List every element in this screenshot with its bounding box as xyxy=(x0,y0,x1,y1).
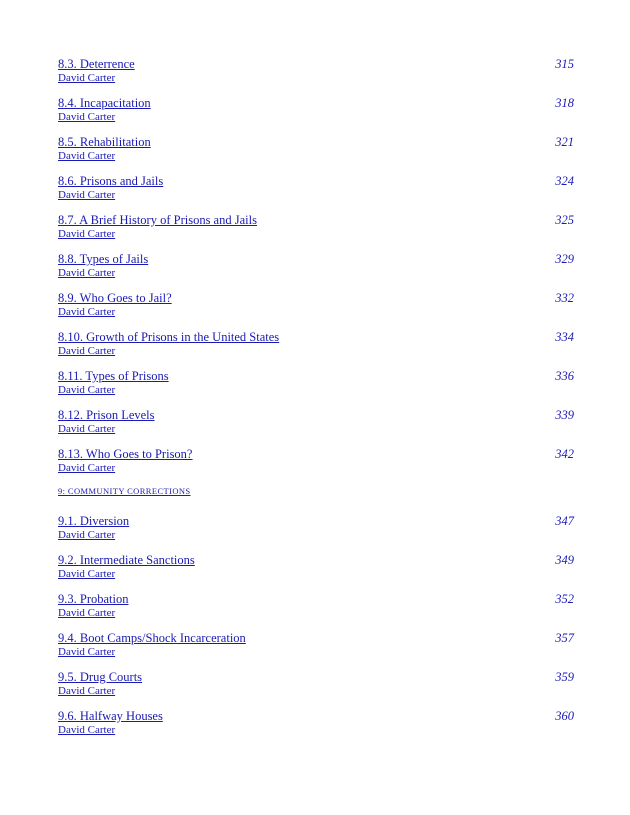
toc-entry xyxy=(58,330,574,369)
toc-entry-page-number: 332 xyxy=(555,291,574,305)
toc-entry-page-number: 359 xyxy=(555,670,574,684)
toc-entry xyxy=(58,96,574,135)
toc-entry-title-link[interactable]: 8.11. Types of Prisons xyxy=(58,369,169,383)
toc-entry xyxy=(58,631,574,670)
toc-entry xyxy=(58,174,574,213)
toc-entry xyxy=(58,57,574,96)
toc-entry-title-link[interactable]: 9.3. Probation xyxy=(58,592,129,606)
chapter-heading xyxy=(58,486,574,514)
toc-entry-page-number: 347 xyxy=(555,514,574,528)
toc-entry-author-link[interactable]: David Carter xyxy=(58,724,116,736)
toc-entry xyxy=(58,408,574,447)
toc-entry-page-number: 349 xyxy=(555,553,574,567)
toc-entry xyxy=(58,447,574,486)
toc-entry-title-link[interactable]: 9.4. Boot Camps/Shock Incarceration xyxy=(58,631,246,645)
chapter-heading-link[interactable]: 9: COMMUNITY CORRECTIONS xyxy=(58,486,191,496)
toc-entry-author-link[interactable]: David Carter xyxy=(58,150,116,162)
toc-entry-title-link[interactable]: 9.2. Intermediate Sanctions xyxy=(58,553,195,567)
toc-entry-author-link[interactable]: David Carter xyxy=(58,345,116,357)
toc-entry-title-link[interactable]: 8.3. Deterrence xyxy=(58,57,135,71)
toc-entry-author-link[interactable]: David Carter xyxy=(58,529,116,541)
toc-entry-author-link[interactable]: David Carter xyxy=(58,111,116,123)
toc-entry-author-link[interactable]: David Carter xyxy=(58,646,116,658)
toc-entry-title-link[interactable]: 8.6. Prisons and Jails xyxy=(58,174,164,188)
toc-entry-title-link[interactable]: 9.6. Halfway Houses xyxy=(58,709,163,723)
toc-entry-title-link[interactable]: 8.12. Prison Levels xyxy=(58,408,155,422)
toc-entry-title-link[interactable]: 8.5. Rehabilitation xyxy=(58,135,151,149)
toc-entry-page-number: 325 xyxy=(555,213,574,227)
toc-entry xyxy=(58,670,574,709)
toc-entry-page-number: 318 xyxy=(555,96,574,110)
toc-entry-title-link[interactable]: 8.7. A Brief History of Prisons and Jails xyxy=(58,213,257,227)
toc-entry-title-link[interactable]: 8.8. Types of Jails xyxy=(58,252,149,266)
table-of-contents xyxy=(58,57,574,748)
toc-entry xyxy=(58,709,574,748)
toc-entry-page-number: 329 xyxy=(555,252,574,266)
toc-entry-author-link[interactable]: David Carter xyxy=(58,306,116,318)
toc-entry-page-number: 357 xyxy=(555,631,574,645)
toc-entry xyxy=(58,369,574,408)
toc-entry-author-link[interactable]: David Carter xyxy=(58,607,116,619)
toc-entry-page-number: 315 xyxy=(555,57,574,71)
toc-entry-author-link[interactable]: David Carter xyxy=(58,423,116,435)
toc-entry xyxy=(58,291,574,330)
toc-entry-author-link[interactable]: David Carter xyxy=(58,568,116,580)
toc-entry-title-link[interactable]: 9.1. Diversion xyxy=(58,514,130,528)
toc-entry-author-link[interactable]: David Carter xyxy=(58,72,116,84)
toc-entry-title-link[interactable]: 8.10. Growth of Prisons in the United States xyxy=(58,330,280,344)
toc-entry-page-number: 336 xyxy=(555,369,574,383)
toc-entry-author-link[interactable]: David Carter xyxy=(58,685,116,697)
toc-entry xyxy=(58,252,574,291)
toc-entry-page-number: 352 xyxy=(555,592,574,606)
toc-entry-page-number: 321 xyxy=(555,135,574,149)
toc-entry-page-number: 324 xyxy=(555,174,574,188)
toc-entry xyxy=(58,592,574,631)
toc-entry-page-number: 360 xyxy=(555,709,574,723)
toc-entry xyxy=(58,514,574,553)
toc-entry-author-link[interactable]: David Carter xyxy=(58,267,116,279)
toc-entry-author-link[interactable]: David Carter xyxy=(58,384,116,396)
toc-entry xyxy=(58,135,574,174)
toc-entry-page-number: 334 xyxy=(555,330,574,344)
toc-entry xyxy=(58,553,574,592)
toc-entry-title-link[interactable]: 8.9. Who Goes to Jail? xyxy=(58,291,172,305)
toc-entry-author-link[interactable]: David Carter xyxy=(58,228,116,240)
toc-entry-title-link[interactable]: 8.4. Incapacitation xyxy=(58,96,151,110)
toc-entry-page-number: 342 xyxy=(555,447,574,461)
toc-entry xyxy=(58,213,574,252)
toc-entry-title-link[interactable]: 9.5. Drug Courts xyxy=(58,670,143,684)
toc-entry-title-link[interactable]: 8.13. Who Goes to Prison? xyxy=(58,447,193,461)
toc-entry-author-link[interactable]: David Carter xyxy=(58,462,116,474)
toc-entry-author-link[interactable]: David Carter xyxy=(58,189,116,201)
toc-entry-page-number: 339 xyxy=(555,408,574,422)
